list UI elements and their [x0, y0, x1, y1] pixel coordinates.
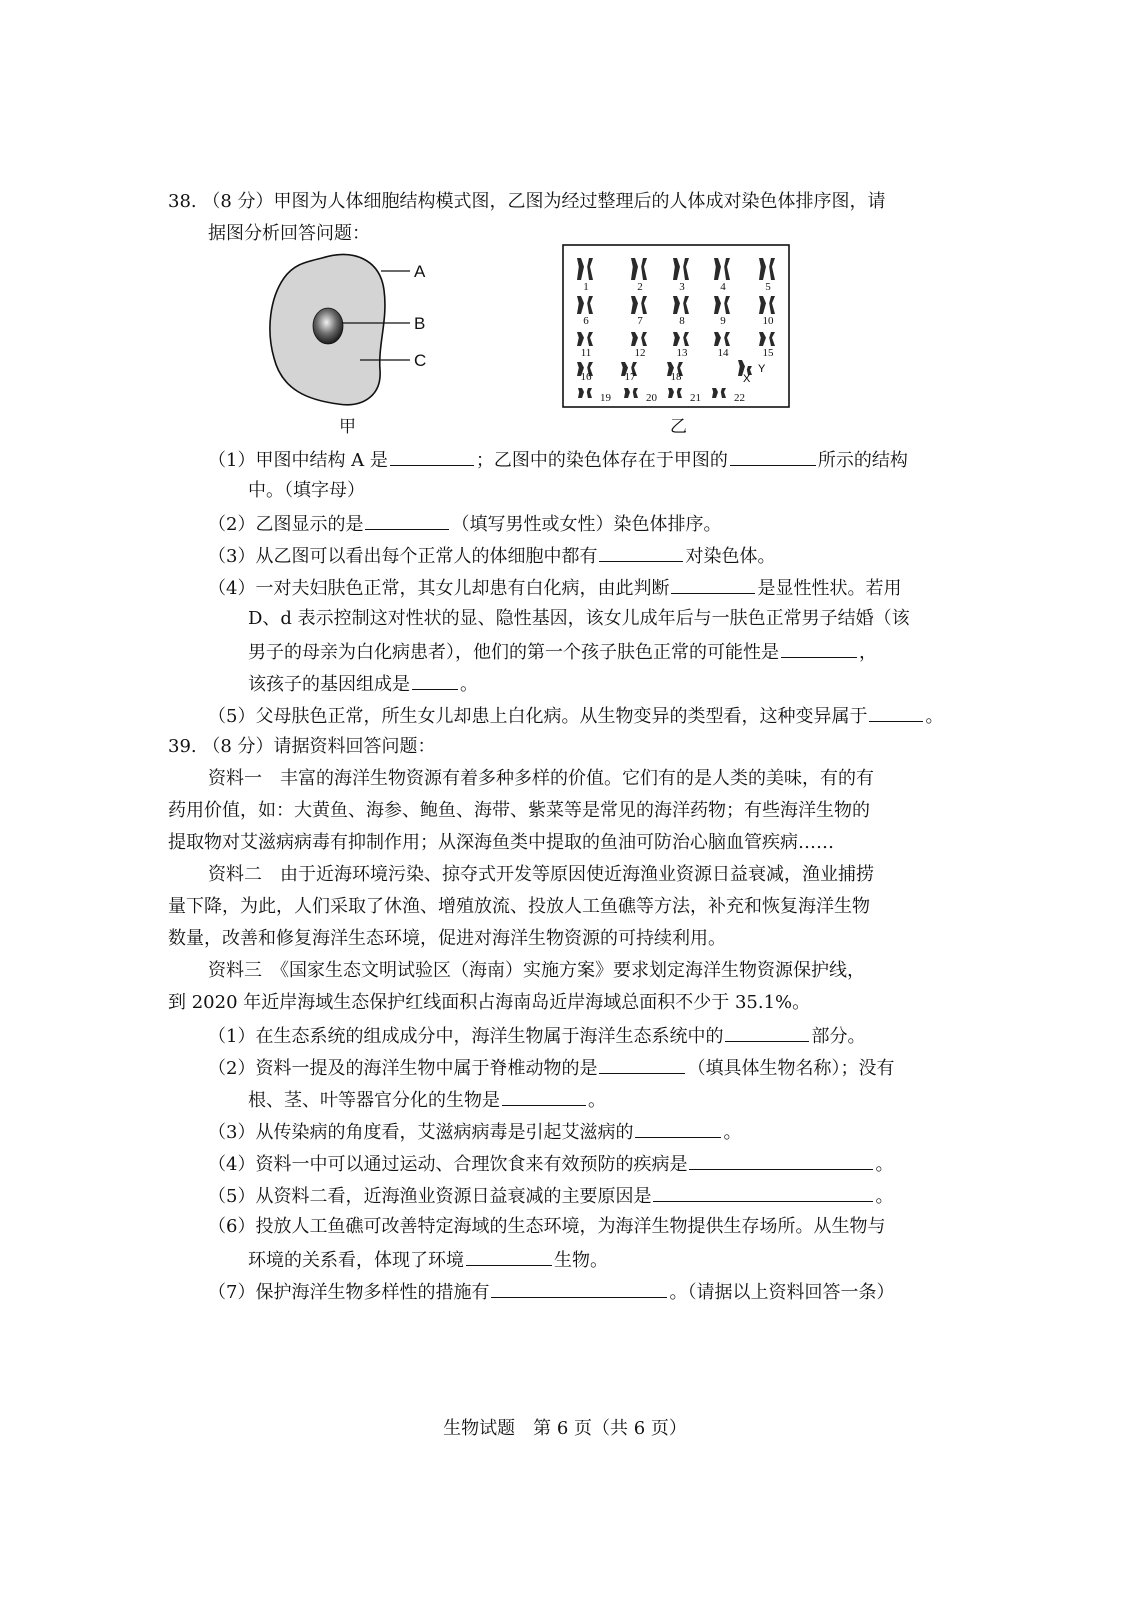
- answer-blank-4-b[interactable]: [781, 639, 857, 658]
- answer-blank-39-3[interactable]: [635, 1119, 721, 1138]
- q38-sub4-line4: 该孩子的基因组成是 。: [248, 671, 478, 697]
- answer-blank-39-5[interactable]: [653, 1183, 873, 1202]
- q39-sub4: （4）资料一中可以通过运动、合理饮食来有效预防的疾病是 。: [208, 1151, 893, 1177]
- q38-sub4-line3: 男子的母亲为白化病患者），他们的第一个孩子肤色正常的可能性是 ，: [248, 639, 877, 665]
- q38-sub4: （4）一对夫妇肤色正常，其女儿却患有白化病，由此判断 是显性性状。若用: [208, 575, 901, 601]
- material-3-line2: 到 2020 年近岸海域生态保护红线面积占海南岛近岸海域总面积不少于 35.1%。: [168, 992, 811, 1013]
- caption-jia: 甲: [339, 417, 356, 437]
- cell-structure-diagram: [262, 246, 452, 438]
- q38-stem-line2: 据图分析回答问题：: [208, 223, 370, 244]
- answer-blank-5[interactable]: [869, 703, 923, 722]
- chromosome-number: 7: [637, 315, 643, 327]
- chromosome-number: 12: [634, 347, 646, 359]
- chromosome-number: 17: [624, 371, 636, 383]
- chromosome-number: 10: [762, 315, 774, 327]
- answer-blank-4-c[interactable]: [412, 671, 458, 690]
- answer-blank-39-2-b[interactable]: [502, 1087, 586, 1106]
- answer-blank-4-a[interactable]: [671, 575, 755, 594]
- chromosome-number: 5: [765, 281, 771, 293]
- sex-chromosome-y-label: Y: [758, 363, 766, 375]
- answer-blank-39-2-a[interactable]: [599, 1055, 685, 1074]
- q39-sub6-cont: 环境的关系看，体现了环境 生物。: [248, 1247, 608, 1273]
- chromosome-number: 8: [679, 315, 685, 327]
- sex-chromosome-x-label: X: [743, 373, 751, 385]
- answer-blank-1-a[interactable]: [390, 447, 474, 466]
- chromosome-number: 21: [690, 392, 701, 404]
- q39-sub6: （6）投放人工鱼礁可改善特定海域的生态环境，为海洋生物提供生存场所。从生物与: [208, 1216, 886, 1237]
- label-b: B: [414, 314, 426, 333]
- material-2-line3: 数量，改善和修复海洋生态环境，促进对海洋生物资源的可持续利用。: [168, 928, 726, 949]
- page-footer: 生物试题 第 6 页（共 6 页）: [443, 1418, 687, 1439]
- chromosome-number: 6: [583, 315, 589, 327]
- caption-yi: 乙: [670, 417, 687, 437]
- q38-sub1-cont: 中。（填字母）: [248, 480, 365, 501]
- q38-sub4-line2: D、d 表示控制这对性状的显、隐性基因，该女儿成年后与一肤色正常男子结婚（该: [248, 608, 910, 629]
- q39-sub3: （3）从传染病的角度看，艾滋病病毒是引起艾滋病的 。: [208, 1119, 741, 1145]
- q38-sub5: （5）父母肤色正常，所生女儿却患上白化病。从生物变异的类型看，这种变异属于 。: [208, 703, 943, 729]
- chromosome-number: 14: [717, 347, 729, 359]
- answer-blank-39-4[interactable]: [689, 1151, 873, 1170]
- answer-blank-39-7[interactable]: [491, 1279, 667, 1298]
- nucleus-shape: [313, 308, 343, 344]
- material-3-line1: 资料三 《国家生态文明试验区（海南）实施方案》要求划定海洋生物资源保护线，: [208, 960, 865, 981]
- karyotype-diagram: [562, 244, 794, 438]
- chromosome-number: 13: [676, 347, 688, 359]
- material-1-line3: 提取物对艾滋病病毒有抑制作用；从深海鱼类中提取的鱼油可防治心脑血管疾病……: [168, 832, 834, 853]
- q39-sub2-cont: 根、茎、叶等器官分化的生物是 。: [248, 1087, 606, 1113]
- q39-stem: 39. （8 分）请据资料回答问题：: [168, 736, 436, 757]
- q38-stem-line1: 38. （8 分）甲图为人体细胞结构模式图，乙图为经过整理后的人体成对染色体排序图，请: [168, 191, 886, 212]
- answer-blank-1-b[interactable]: [730, 447, 816, 466]
- q38-sub1: （1）甲图中结构 A 是 ；乙图中的染色体存在于甲图的 所示的结构: [208, 447, 908, 473]
- material-1-line2: 药用价值，如：大黄鱼、海参、鲍鱼、海带、紫菜等是常见的海洋药物；有些海洋生物的: [168, 800, 870, 821]
- q39-sub2: （2）资料一提及的海洋生物中属于脊椎动物的是 （填具体生物名称）；没有: [208, 1055, 894, 1081]
- label-c: C: [414, 351, 427, 370]
- chromosome-number: 2: [637, 281, 643, 293]
- material-1-line1: 资料一 丰富的海洋生物资源有着多种多样的价值。它们有的是人类的美味，有的有: [208, 768, 874, 789]
- q39-sub1: （1）在生态系统的组成成分中，海洋生物属于海洋生态系统中的 部分。: [208, 1023, 865, 1049]
- q38-sub2: （2）乙图显示的是 （填写男性或女性）染色体排序。: [208, 511, 721, 537]
- label-a: A: [414, 262, 426, 281]
- chromosome-number: 20: [646, 392, 657, 404]
- chromosome-number: 15: [762, 347, 774, 359]
- answer-blank-2[interactable]: [365, 511, 449, 530]
- chromosome-number: 11: [580, 347, 592, 359]
- material-2-line2: 量下降，为此，人们采取了休渔、增殖放流、投放人工鱼礁等方法，补充和恢复海洋生物: [168, 896, 870, 917]
- chromosome-number: 3: [679, 281, 685, 293]
- answer-blank-39-1[interactable]: [725, 1023, 809, 1042]
- chromosome-number: 1: [583, 281, 589, 293]
- chromosome-number: 22: [734, 392, 745, 404]
- answer-blank-3[interactable]: [599, 543, 683, 562]
- chromosome-number: 16: [580, 371, 592, 383]
- answer-blank-39-6[interactable]: [466, 1247, 552, 1266]
- q39-sub7: （7）保护海洋生物多样性的措施有 。（请据以上资料回答一条）: [208, 1279, 894, 1305]
- q39-sub5: （5）从资料二看，近海渔业资源日益衰减的主要原因是 。: [208, 1183, 893, 1209]
- q38-sub3: （3）从乙图可以看出每个正常人的体细胞中都有 对染色体。: [208, 543, 775, 569]
- chromosome-number: 19: [600, 392, 611, 404]
- chromosome-number: 9: [720, 315, 726, 327]
- material-2-line1: 资料二 由于近海环境污染、掠夺式开发等原因使近海渔业资源日益衰减，渔业捕捞: [208, 864, 874, 885]
- chromosome-number: 18: [670, 371, 682, 383]
- chromosome-number: 4: [720, 281, 726, 293]
